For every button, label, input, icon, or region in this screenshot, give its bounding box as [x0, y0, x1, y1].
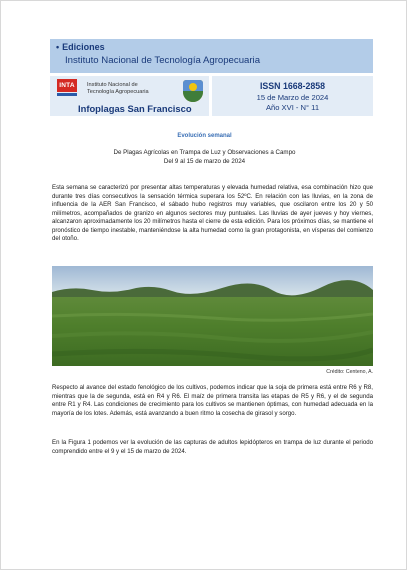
inta-logo-stripe — [57, 93, 77, 96]
institute-name: Instituto Nacional de Tecnología Agropecuaria — [87, 82, 149, 95]
field-photo — [52, 266, 373, 366]
issue-date: 15 de Marzo de 2024 — [256, 93, 329, 102]
paragraph-weather: Esta semana se caracterizó por presentar altas temperaturas y elevada humedad relativa, esa combinación hizo que durante tres días consecutivos la sensación térmica superara los 52ºC. En relación con las lluvias, en la zona de influencia de la AER San Francisco, el sábado hubo registros muy variables, que oscilaron entre los 20 y 50 milímetros, acompañados de granizo en algunos sectores muy puntuales. Las lluvias de ayer jueves y hoy viernes, alcanzaron aproximadamente los 20 milímetros hasta el cierre de esta edición. Para los próximos días, se mantiene el pronóstico de tiempo inestable, manteniéndose la alta humedad como la gran protagonista, en vísperas del comienzo del otoño. — [52, 184, 373, 242]
publication-header-right — [212, 76, 373, 116]
paragraph-crop-phenology: Respecto al avance del estado fenológico de los cultivos, podemos indicar que la soja de primera está entre R6 y R8, mientras que la de segunda, está en R4 y R6. El maíz de primera transita las etapas de R5 y R6, y el de segunda entre R1 y R4. Las condiciones de crecimiento para los cultivos se mantienen óptimas, con humedad adecuada en la mayoría de los lotes. Además, está avanzando a buen ritmo la cosecha de girasol y sorgo. — [52, 384, 373, 417]
edition-label: Ediciones — [62, 42, 105, 52]
subtitle-dates: Del 9 al 15 de marzo de 2024 — [163, 158, 246, 165]
paragraph-figure-reference: En la Figura 1 podemos ver la evolución de las capturas de adultos lepidópteros en trampa de luz durante el periodo comprendido entre el 9 y el 15 de marzo de 2024. — [52, 439, 373, 455]
issn: ISSN 1668-2858 — [259, 81, 326, 91]
crop-field-image — [52, 266, 373, 366]
section-title: Evolución semanal — [177, 133, 232, 139]
inta-logo: INTA — [57, 79, 77, 92]
edition-banner — [50, 39, 373, 73]
publication-header-left — [50, 76, 209, 116]
bullet-icon: • — [56, 42, 60, 52]
issue-number: Año XVI - N° 11 — [265, 103, 320, 112]
publication-name: Infoplagas San Francisco — [78, 103, 192, 114]
subtitle: De Plagas Agrícolas en Trampa de Luz y Observaciones a Campo — [113, 149, 296, 156]
photo-credit: Crédito: Centeno, A. — [326, 369, 373, 375]
edition-institute: Instituto Nacional de Tecnología Agropecuaria — [65, 55, 261, 66]
municipal-crest-icon — [183, 80, 203, 102]
